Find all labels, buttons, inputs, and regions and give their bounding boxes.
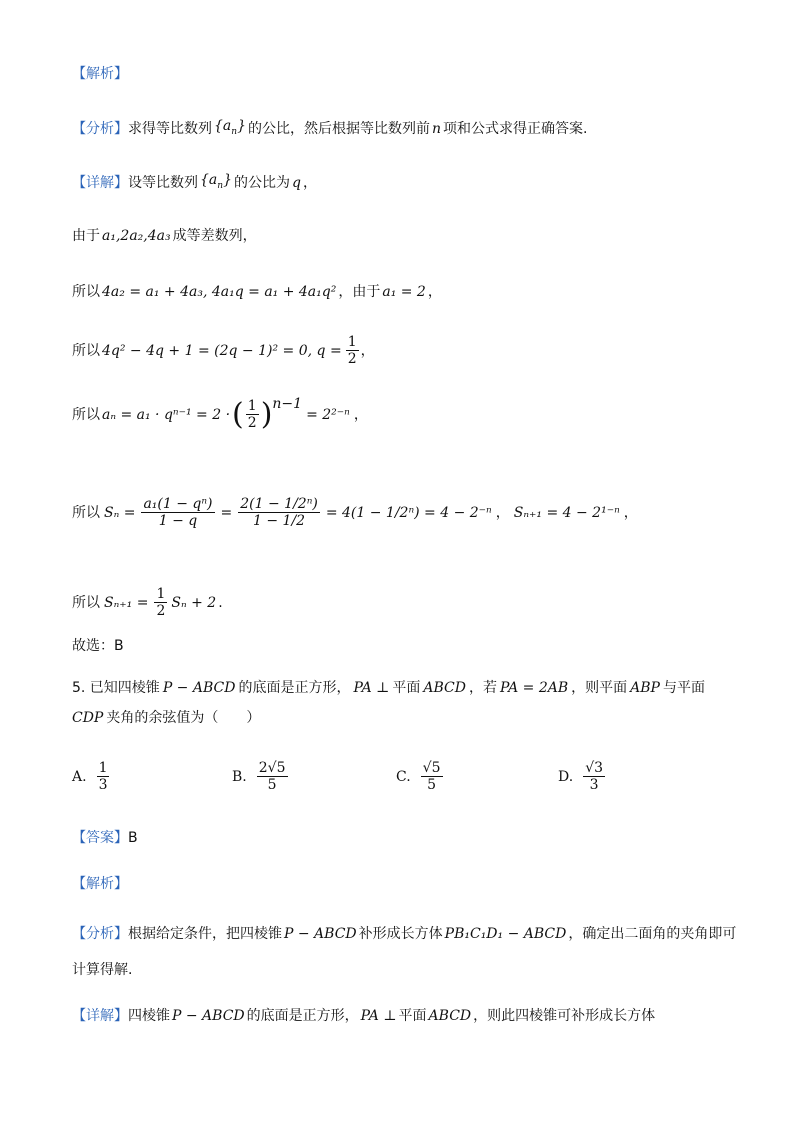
analysis-line-3: 计算得解. <box>72 962 133 978</box>
fraction: $\frac{2√5}{5}$ <box>258 760 286 793</box>
fraction: $\frac{\text{2(1 − 1/2ⁿ)}}{1 - 1/2}$ <box>240 496 318 529</box>
fraction: $\frac{\text{a₁(1 − qⁿ)}}{1 - q}$ <box>143 496 213 529</box>
option-a[interactable]: A. $\frac{1}{3}$ <box>72 760 108 793</box>
option-c[interactable]: C. $\frac{√5}{5}$ <box>396 760 441 793</box>
arith-seq-line: 由于 a₁,2a₂,4a₃ 成等差数列， <box>72 228 257 244</box>
solution-heading-2: 【解析】 <box>72 876 128 892</box>
option-d[interactable]: D. $\frac{√3}{3}$ <box>558 760 604 793</box>
fraction: $\frac{1}{2}$ <box>347 334 357 367</box>
solution-heading: 【解析】 <box>72 66 128 82</box>
fraction: $\frac{1}{2}$ <box>156 586 166 619</box>
detail-line-2: 【详解】 四棱锥 P − ABCD 的底面是正方形， PA ⊥ 平面 ABCD ，则此四棱锥可补形成长方体 <box>72 1008 656 1024</box>
analysis-line: 【分析】 求得等比数列 $\{a_n\}$ 的公比，然后根据等比数列前 n 项和公式求得正确答案. <box>72 118 588 137</box>
conclusion-line: 所以 Sₙ₊₁ = $\frac{1}{2}$ Sₙ + 2 . <box>72 586 223 619</box>
answer-line: 【答案】 B <box>72 830 138 846</box>
option-b[interactable]: B. $\frac{2√5}{5}$ <box>232 760 286 793</box>
detail-line: 【详解】 设等比数列 $\{a_n\}$ 的公比为 q ， <box>72 172 317 191</box>
equation-line-1: 所以 4a₂ = a₁ + 4a₃, 4a₁q = a₁ + 4a₁q² ，由于 a₁ = 2 ， <box>72 284 442 300</box>
question-5-line-1: 5. 已知四棱锥 P − ABCD 的底面是正方形， PA ⊥ 平面 ABCD ，若 PA = 2AB ，则平面 ABP 与平面 <box>72 680 705 696</box>
question-5-line-2: CDP 夹角的余弦值为（ ） <box>72 710 261 726</box>
fraction: $\frac{√3}{3}$ <box>585 760 604 793</box>
equation-line-2: 所以 4q² − 4q + 1 = (2q − 1)² = 0, q = $\frac{1}{2}$ ， <box>72 334 375 367</box>
answer-choice-line: 故选：B <box>72 638 124 654</box>
fraction: $\frac{1}{2}$ <box>247 398 257 431</box>
fraction: $\frac{1}{3}$ <box>98 760 108 793</box>
analysis-line-2: 【分析】 根据给定条件，把四棱锥 P − ABCD 补形成长方体 PB₁C₁D₁ − ABCD ，确定出二面角的夹角即可 <box>72 926 737 942</box>
equation-line-3: 所以 aₙ = a₁ · qⁿ⁻¹ = 2 · ( $\frac{1}{2}$ ) n−1 = 2²⁻ⁿ ， <box>72 396 368 432</box>
sum-formula-line: 所以 Sₙ = $\frac{\text{a₁(1 − qⁿ)}}{1 - q}$ = $\frac{\text{2(1 − 1/2ⁿ)}}{1 - 1/2}$ = 4(1 − 1/2ⁿ) = 4 − 2⁻ⁿ ， Sₙ₊₁ = 4 − 2¹⁻ⁿ ， <box>72 496 638 529</box>
fraction: $\frac{√5}{5}$ <box>422 760 441 793</box>
